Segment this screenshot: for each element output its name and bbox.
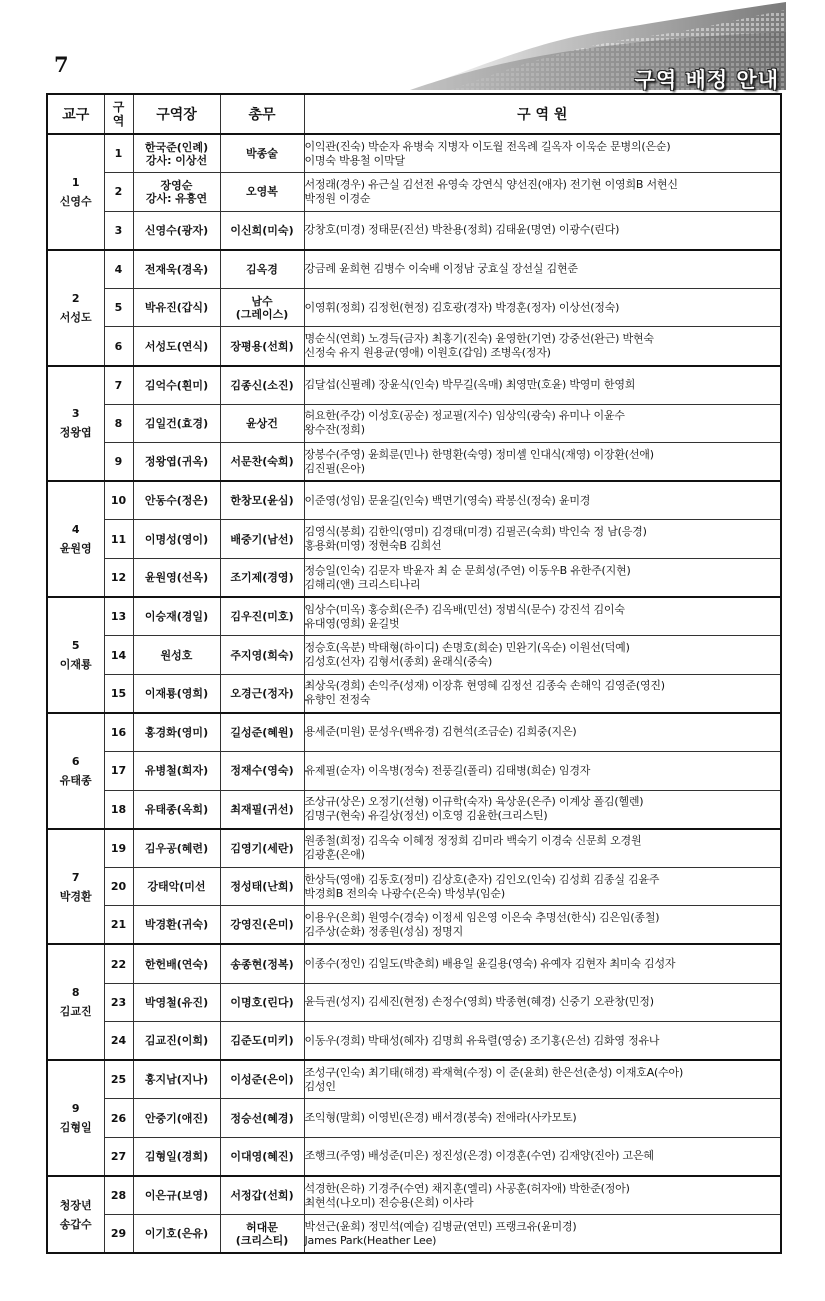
table-row bbox=[47, 173, 781, 212]
zone-number-cell: 8 bbox=[104, 404, 133, 443]
officer-cell: 이대영(혜진) bbox=[220, 1137, 304, 1176]
members-cell: 장봉수(주영) 윤희룬(민나) 한명환(숙영) 정미셸 인대식(재영) 이장환(선애) 김진필(은아) bbox=[304, 443, 781, 482]
members-cell: 한상득(영애) 김동호(정미) 김상호(춘자) 김인오(인숙) 김성희 김종실 김윤주 박경희B 전의숙 나광수(은숙) 박성부(임순) bbox=[304, 867, 781, 906]
officer-cell: 한창모(윤심) bbox=[220, 481, 304, 520]
district-cell: 6 유태종 bbox=[47, 713, 104, 829]
zone-leader-cell: 홍지남(지나) bbox=[133, 1060, 220, 1099]
zone-number-cell: 22 bbox=[104, 944, 133, 983]
officer-cell: 허대문 (크리스티) bbox=[220, 1215, 304, 1254]
zone-number-cell: 19 bbox=[104, 829, 133, 868]
zone-number-cell: 18 bbox=[104, 790, 133, 829]
table-row bbox=[47, 250, 781, 289]
members-cell: 김영식(봉희) 김한익(영미) 김경태(미경) 김필곤(숙희) 박인숙 정 남(응경) 홍용화(미영) 정현숙B 김희선 bbox=[304, 520, 781, 559]
zone-leader-cell: 이명성(영이) bbox=[133, 520, 220, 559]
zone-number-cell: 14 bbox=[104, 636, 133, 675]
members-cell: 이익관(진숙) 박순자 유병숙 지병자 이도월 전옥례 길옥자 이욱순 문병의(은순) 이명숙 박용철 이막달 bbox=[304, 134, 781, 173]
members-cell: 조상규(상은) 오정기(선형) 이규학(숙자) 육상운(은주) 이계상 폴김(헬렌) 김명구(현숙) 유길상(정선) 이호영 김윤한(크리스틴) bbox=[304, 790, 781, 829]
members-cell: 이동우(경희) 박태성(혜자) 김명희 유육렬(영숭) 조기홍(은선) 김화영 정유나 bbox=[304, 1022, 781, 1061]
zone-leader-cell: 윤원영(선옥) bbox=[133, 559, 220, 598]
zone-assignment-table bbox=[46, 93, 782, 1254]
members-cell: 석경한(은하) 기경주(수연) 채지훈(엘리) 사공훈(허자애) 박한준(정아) 최현석(나오미) 전승용(은희) 이사라 bbox=[304, 1176, 781, 1215]
table-row bbox=[47, 443, 781, 482]
table-row bbox=[47, 366, 781, 405]
members-cell: 정승호(옥분) 박태형(하이디) 손명호(희순) 민완기(옥순) 이원선(덕예) 김성호(선자) 김형서(종희) 윤래식(중숙) bbox=[304, 636, 781, 675]
zone-number-cell: 6 bbox=[104, 327, 133, 366]
zone-number-cell: 16 bbox=[104, 713, 133, 752]
header-district: 교구 bbox=[47, 94, 104, 134]
zone-number-cell: 25 bbox=[104, 1060, 133, 1099]
district-cell: 5 이재룡 bbox=[47, 597, 104, 713]
members-cell: 정승일(인숙) 김문자 박윤자 최 순 문희성(주연) 이동우B 유한주(지현) 김해리(앤) 크리스티나리 bbox=[304, 559, 781, 598]
zone-number-cell: 28 bbox=[104, 1176, 133, 1215]
table-row bbox=[47, 1060, 781, 1099]
zone-number-cell: 20 bbox=[104, 867, 133, 906]
officer-cell: 배중기(남선) bbox=[220, 520, 304, 559]
members-cell: 박선근(윤희) 정민석(예슬) 김병균(연민) 프랭크유(윤미경) James Park(Heather Lee) bbox=[304, 1215, 781, 1254]
zone-leader-cell: 안동수(정은) bbox=[133, 481, 220, 520]
officer-cell: 장평용(선희) bbox=[220, 327, 304, 366]
header-officer: 총무 bbox=[220, 94, 304, 134]
district-cell: 청장년 송갑수 bbox=[47, 1176, 104, 1253]
members-cell: 이준영(성임) 문윤길(인숙) 백면기(영숙) 곽봉신(정숙) 윤미경 bbox=[304, 481, 781, 520]
table-row bbox=[47, 327, 781, 366]
zone-leader-cell: 한헌배(연숙) bbox=[133, 944, 220, 983]
zone-number-cell: 7 bbox=[104, 366, 133, 405]
officer-cell: 박종술 bbox=[220, 134, 304, 173]
table-row bbox=[47, 134, 781, 173]
members-cell: 김달섭(신필례) 장윤식(인숙) 박무길(옥매) 최영만(호윤) 박영미 한영희 bbox=[304, 366, 781, 405]
table-row bbox=[47, 559, 781, 598]
zone-number-cell: 12 bbox=[104, 559, 133, 598]
zone-number-cell: 27 bbox=[104, 1137, 133, 1176]
page-title: 구역 배정 안내 bbox=[634, 68, 779, 92]
officer-cell: 이신희(미숙) bbox=[220, 211, 304, 250]
header-zone: 구 역 bbox=[104, 94, 133, 134]
table-row bbox=[47, 1215, 781, 1254]
zone-number-cell: 2 bbox=[104, 173, 133, 212]
table-row bbox=[47, 829, 781, 868]
officer-cell: 김우진(미호) bbox=[220, 597, 304, 636]
members-cell: 원종철(희정) 김옥숙 이혜정 정정희 김미라 백숙기 이경숙 신문희 오경원 김광훈(은애) bbox=[304, 829, 781, 868]
zone-leader-cell: 안중기(애진) bbox=[133, 1099, 220, 1138]
zone-leader-cell: 유태종(옥희) bbox=[133, 790, 220, 829]
officer-cell: 김영기(세란) bbox=[220, 829, 304, 868]
officer-cell: 이성준(은이) bbox=[220, 1060, 304, 1099]
zone-leader-cell: 김우공(혜련) bbox=[133, 829, 220, 868]
officer-cell: 정재수(영숙) bbox=[220, 752, 304, 791]
zone-leader-cell: 신영수(광자) bbox=[133, 211, 220, 250]
officer-cell: 길성준(혜원) bbox=[220, 713, 304, 752]
officer-cell: 서문찬(숙희) bbox=[220, 443, 304, 482]
zone-number-cell: 9 bbox=[104, 443, 133, 482]
zone-number-cell: 13 bbox=[104, 597, 133, 636]
members-cell: 이용우(은희) 원영수(경숙) 이정세 임은영 이은숙 추명선(한식) 김은임(종철) 김주상(순화) 정종원(성심) 정명지 bbox=[304, 906, 781, 945]
table-row bbox=[47, 481, 781, 520]
district-cell: 2 서성도 bbox=[47, 250, 104, 366]
zone-number-cell: 29 bbox=[104, 1215, 133, 1254]
header-zone-leader: 구역장 bbox=[133, 94, 220, 134]
district-cell: 4 윤원영 bbox=[47, 481, 104, 597]
zone-number-cell: 15 bbox=[104, 674, 133, 713]
table-row bbox=[47, 867, 781, 906]
members-cell: 조성구(인숙) 최기태(해경) 곽재혁(수정) 이 준(윤희) 한은선(춘성) 이재호A(수아) 김성인 bbox=[304, 1060, 781, 1099]
zone-number-cell: 1 bbox=[104, 134, 133, 173]
officer-cell: 서정갑(선희) bbox=[220, 1176, 304, 1215]
zone-number-cell: 26 bbox=[104, 1099, 133, 1138]
zone-leader-cell: 이은규(보영) bbox=[133, 1176, 220, 1215]
members-cell: 강금례 윤희현 김병수 이숙배 이정남 궁효실 장선실 김현준 bbox=[304, 250, 781, 289]
table-row bbox=[47, 1137, 781, 1176]
officer-cell: 주지영(희숙) bbox=[220, 636, 304, 675]
district-cell: 9 김형일 bbox=[47, 1060, 104, 1176]
header-members: 구 역 원 bbox=[304, 94, 781, 134]
zone-leader-cell: 홍경화(영미) bbox=[133, 713, 220, 752]
officer-cell: 조기제(경영) bbox=[220, 559, 304, 598]
table-row bbox=[47, 713, 781, 752]
zone-leader-cell: 김교진(이희) bbox=[133, 1022, 220, 1061]
officer-cell: 강영진(은미) bbox=[220, 906, 304, 945]
zone-leader-cell: 김억수(흰미) bbox=[133, 366, 220, 405]
zone-number-cell: 24 bbox=[104, 1022, 133, 1061]
zone-leader-cell: 박경환(귀숙) bbox=[133, 906, 220, 945]
zone-number-cell: 23 bbox=[104, 983, 133, 1022]
table-row bbox=[47, 636, 781, 675]
officer-cell: 윤상건 bbox=[220, 404, 304, 443]
zone-leader-cell: 장영순 강사: 유흥연 bbox=[133, 173, 220, 212]
members-cell: 강창호(미경) 정태문(진선) 박찬용(정희) 김태윤(명연) 이광수(린다) bbox=[304, 211, 781, 250]
zone-number-cell: 4 bbox=[104, 250, 133, 289]
zone-number-cell: 21 bbox=[104, 906, 133, 945]
officer-cell: 최재필(귀선) bbox=[220, 790, 304, 829]
zone-leader-cell: 김형일(경희) bbox=[133, 1137, 220, 1176]
table-row bbox=[47, 944, 781, 983]
table-row bbox=[47, 404, 781, 443]
district-cell: 3 정왕엽 bbox=[47, 366, 104, 482]
zone-leader-cell: 전재욱(경옥) bbox=[133, 250, 220, 289]
zone-leader-cell: 유병철(희자) bbox=[133, 752, 220, 791]
members-cell: 조익형(말희) 이영빈(은경) 배서경(봉숙) 전애라(사카모토) bbox=[304, 1099, 781, 1138]
officer-cell: 오경근(정자) bbox=[220, 674, 304, 713]
members-cell: 조행크(주영) 배성준(미은) 정진성(은경) 이경훈(수연) 김재양(진아) 고은혜 bbox=[304, 1137, 781, 1176]
zone-leader-cell: 원성호 bbox=[133, 636, 220, 675]
table-row bbox=[47, 211, 781, 250]
members-cell: 유제필(순자) 이옥병(정숙) 전풍길(폴리) 김태병(희순) 임경자 bbox=[304, 752, 781, 791]
table-row bbox=[47, 983, 781, 1022]
officer-cell: 정승선(혜경) bbox=[220, 1099, 304, 1138]
members-cell: 명순식(연희) 노경득(금자) 최홍기(진숙) 윤영한(기연) 강중선(완근) 박현숙 신정숙 유지 원용균(영애) 이원호(갑임) 조병옥(정자) bbox=[304, 327, 781, 366]
members-cell: 용세준(미원) 문성우(백유경) 김현석(조금순) 김희중(지은) bbox=[304, 713, 781, 752]
zone-number-cell: 11 bbox=[104, 520, 133, 559]
table-row bbox=[47, 906, 781, 945]
zone-leader-cell: 이승재(경일) bbox=[133, 597, 220, 636]
table-row bbox=[47, 1176, 781, 1215]
zone-leader-cell: 한국준(인례) 강사: 이상선 bbox=[133, 134, 220, 173]
officer-cell: 송종현(정복) bbox=[220, 944, 304, 983]
table-row bbox=[47, 597, 781, 636]
header-row bbox=[47, 94, 781, 134]
members-cell: 임상수(미옥) 홍승희(은주) 김옥배(민선) 정범식(문수) 강진석 김이숙 유대영(영희) 윤길벗 bbox=[304, 597, 781, 636]
zone-number-cell: 10 bbox=[104, 481, 133, 520]
zone-leader-cell: 박영철(유진) bbox=[133, 983, 220, 1022]
district-cell: 1 신영수 bbox=[47, 134, 104, 250]
table-row bbox=[47, 1022, 781, 1061]
members-cell: 이종수(정인) 김일도(박춘희) 배용일 윤길용(영숙) 유예자 김현자 최미숙 김성자 bbox=[304, 944, 781, 983]
table-row bbox=[47, 790, 781, 829]
district-cell: 8 김교진 bbox=[47, 944, 104, 1060]
members-cell: 이영휘(정희) 김정헌(현정) 김호광(경자) 박경훈(정자) 이상선(정숙) bbox=[304, 288, 781, 327]
zone-number-cell: 17 bbox=[104, 752, 133, 791]
district-cell: 7 박경환 bbox=[47, 829, 104, 945]
table-row bbox=[47, 288, 781, 327]
members-cell: 허요한(주강) 이성호(공순) 정교필(지수) 임상익(광숙) 유미나 이윤수 왕수잔(정희) bbox=[304, 404, 781, 443]
members-cell: 윤득권(성지) 김세진(현정) 손정수(영희) 박종현(혜경) 신중기 오관창(민정) bbox=[304, 983, 781, 1022]
zone-leader-cell: 서성도(연식) bbox=[133, 327, 220, 366]
officer-cell: 김옥경 bbox=[220, 250, 304, 289]
zone-leader-cell: 정왕엽(귀옥) bbox=[133, 443, 220, 482]
page-number: 7 bbox=[54, 52, 69, 77]
members-cell: 최상욱(경희) 손익주(성재) 이장휴 현영혜 김정선 김종숙 손해익 김영준(영진) 유향인 전정숙 bbox=[304, 674, 781, 713]
table-row bbox=[47, 520, 781, 559]
officer-cell: 이명호(린다) bbox=[220, 983, 304, 1022]
zone-leader-cell: 이기호(은유) bbox=[133, 1215, 220, 1254]
members-cell: 서정래(경우) 유근실 김선전 유영숙 강연식 양선진(애자) 전기현 이영희B 서현신 박정원 이경순 bbox=[304, 173, 781, 212]
zone-leader-cell: 이재룡(영희) bbox=[133, 674, 220, 713]
table-row bbox=[47, 1099, 781, 1138]
zone-number-cell: 5 bbox=[104, 288, 133, 327]
officer-cell: 정성태(난희) bbox=[220, 867, 304, 906]
officer-cell: 김종신(소진) bbox=[220, 366, 304, 405]
table-row bbox=[47, 752, 781, 791]
zone-leader-cell: 박유진(갑식) bbox=[133, 288, 220, 327]
officer-cell: 오영복 bbox=[220, 173, 304, 212]
zone-number-cell: 3 bbox=[104, 211, 133, 250]
officer-cell: 남수 (그레이스) bbox=[220, 288, 304, 327]
officer-cell: 김준도(미키) bbox=[220, 1022, 304, 1061]
zone-leader-cell: 김일건(효경) bbox=[133, 404, 220, 443]
table-row bbox=[47, 674, 781, 713]
zone-leader-cell: 강태악(미선 bbox=[133, 867, 220, 906]
